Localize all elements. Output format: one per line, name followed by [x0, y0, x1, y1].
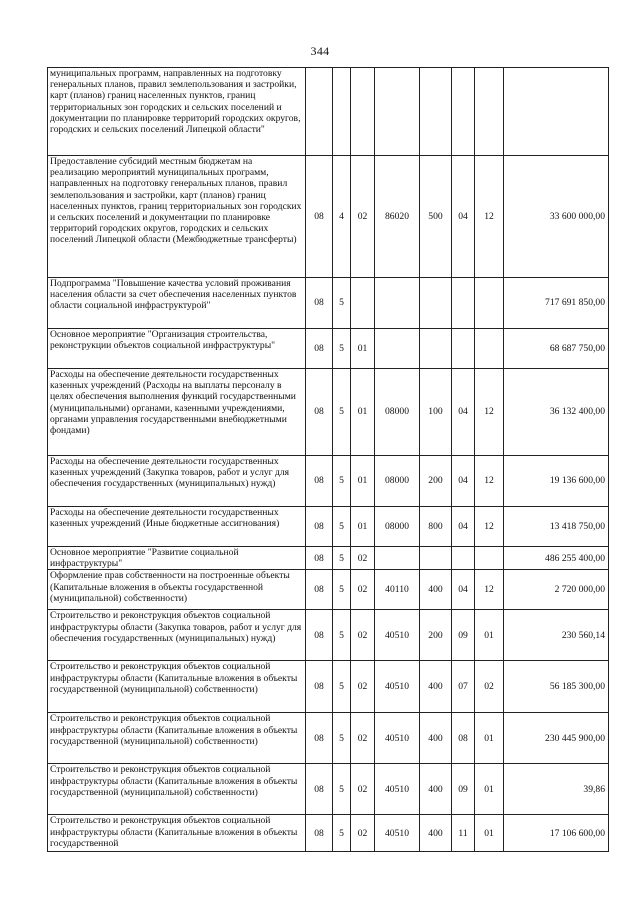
table-row [48, 570, 609, 610]
direction-code-cell: 40510 [375, 713, 420, 764]
item-name-cell: Строительство и реконструкция объектов социальной инфраструктуры области (Капитальные вложения в объекты государственной (муниципальной) собственности) [48, 764, 306, 815]
direction-code-cell: 40510 [375, 815, 420, 852]
table-row [48, 764, 609, 815]
subdivision-cell: 12 [475, 156, 504, 278]
program-code-cell: 5 [333, 278, 351, 329]
program-code-cell: 5 [333, 661, 351, 713]
item-name-cell: Оформление прав собственности на построенные объекты (Капитальные вложения в объекты государственной (муниципальной) собственности) [48, 570, 306, 610]
budget-table-body [48, 68, 609, 852]
page-number: 344 [310, 44, 330, 58]
program-code-cell: 5 [333, 329, 351, 369]
table-row [48, 369, 609, 456]
direction-code-cell: 86020 [375, 156, 420, 278]
subprogram-code-cell: 02 [351, 156, 375, 278]
section-code-cell: 08 [306, 547, 333, 570]
subdivision-cell: 12 [475, 456, 504, 507]
section-code-cell: 08 [306, 278, 333, 329]
item-name-cell: Основное мероприятие "Организация строительства, реконструкции объектов социальной инфраструктуры" [48, 329, 306, 369]
program-code-cell: 4 [333, 156, 351, 278]
amount-cell: 19 136 600,00 [504, 456, 609, 507]
subprogram-code-cell: 01 [351, 369, 375, 456]
expense-type-cell: 800 [420, 507, 452, 547]
amount-cell: 17 106 600,00 [504, 815, 609, 852]
expense-type-cell: 200 [420, 610, 452, 661]
expense-type-cell [420, 329, 452, 369]
table-row [48, 661, 609, 713]
section-code-cell: 08 [306, 661, 333, 713]
item-name-cell: Подпрограмма "Повышение качества условий проживания населения области за счет обеспечения населенных пунктов области социальной инфраструктурой" [48, 278, 306, 329]
direction-code-cell: 40510 [375, 610, 420, 661]
subdivision-cell [475, 68, 504, 156]
amount-cell: 2 720 000,00 [504, 570, 609, 610]
item-name-cell: Строительство и реконструкция объектов социальной инфраструктуры области (Капитальные вложения в объекты государственной [48, 815, 306, 852]
subdivision-cell: 01 [475, 815, 504, 852]
section-code-cell: 08 [306, 815, 333, 852]
subdivision-cell: 01 [475, 610, 504, 661]
section-code-cell: 08 [306, 507, 333, 547]
table-row [48, 507, 609, 547]
item-name-cell: Расходы на обеспечение деятельности государственных казенных учреждений (Иные бюджетные ассигнования) [48, 507, 306, 547]
item-name-cell: Расходы на обеспечение деятельности государственных казенных учреждений (Закупка товаров, работ и услуг для обеспечения государственных (муниципальных) нужд) [48, 456, 306, 507]
amount-cell: 717 691 850,00 [504, 278, 609, 329]
table-row [48, 68, 609, 156]
division-cell: 09 [452, 610, 475, 661]
subprogram-code-cell: 02 [351, 610, 375, 661]
subprogram-code-cell [351, 278, 375, 329]
direction-code-cell: 08000 [375, 507, 420, 547]
program-code-cell: 5 [333, 764, 351, 815]
division-cell: 07 [452, 661, 475, 713]
amount-cell: 13 418 750,00 [504, 507, 609, 547]
item-name-cell: муниципальных программ, направленных на подготовку генеральных планов, правил землепользования и застройки, карт (планов) границ населенных пунктов, границ территориальных зон городских и сельских поселений и документации по планировке территорий городских округов, городских и сельских поселений Липецкой области" [48, 68, 306, 156]
program-code-cell: 5 [333, 369, 351, 456]
section-code-cell: 08 [306, 156, 333, 278]
section-code-cell: 08 [306, 570, 333, 610]
amount-cell: 230 445 900,00 [504, 713, 609, 764]
item-name-cell: Предоставление субсидий местным бюджетам на реализацию мероприятий муниципальных программ, направленных на подготовку генеральных планов, правил землепользования и застройки, карт (планов) границ населенных пунктов, границ территориальных зон городских и сельских поселений и документации по планировке территорий городских округов, городских и сельских поселений Липецкой области (Межбюджетные трансферты) [48, 156, 306, 278]
program-code-cell: 5 [333, 815, 351, 852]
table-row [48, 547, 609, 570]
division-cell [452, 68, 475, 156]
program-code-cell: 5 [333, 507, 351, 547]
subdivision-cell: 12 [475, 570, 504, 610]
subdivision-cell: 12 [475, 369, 504, 456]
division-cell [452, 278, 475, 329]
program-code-cell: 5 [333, 713, 351, 764]
division-cell: 04 [452, 156, 475, 278]
expense-type-cell [420, 278, 452, 329]
division-cell: 09 [452, 764, 475, 815]
direction-code-cell: 40110 [375, 570, 420, 610]
subprogram-code-cell: 02 [351, 570, 375, 610]
direction-code-cell [375, 68, 420, 156]
direction-code-cell [375, 329, 420, 369]
expense-type-cell: 400 [420, 661, 452, 713]
table-row [48, 610, 609, 661]
table-row [48, 278, 609, 329]
item-name-cell: Расходы на обеспечение деятельности государственных казенных учреждений (Расходы на выплаты персоналу в целях обеспечения выполнения функций государственными (муниципальными) органами, казенными учреждениями, органами управления государственными внебюджетными фондами) [48, 369, 306, 456]
expense-type-cell: 400 [420, 764, 452, 815]
subprogram-code-cell: 02 [351, 547, 375, 570]
subprogram-code-cell: 02 [351, 815, 375, 852]
direction-code-cell: 40510 [375, 764, 420, 815]
expense-type-cell [420, 547, 452, 570]
amount-cell: 39,86 [504, 764, 609, 815]
expense-type-cell: 100 [420, 369, 452, 456]
item-name-cell: Строительство и реконструкция объектов социальной инфраструктуры области (Капитальные вложения в объекты государственной (муниципальной) собственности) [48, 661, 306, 713]
expense-type-cell: 500 [420, 156, 452, 278]
table-row [48, 156, 609, 278]
table-row [48, 713, 609, 764]
subdivision-cell: 01 [475, 713, 504, 764]
amount-cell: 56 185 300,00 [504, 661, 609, 713]
program-code-cell: 5 [333, 547, 351, 570]
subprogram-code-cell: 01 [351, 456, 375, 507]
subprogram-code-cell: 01 [351, 507, 375, 547]
subprogram-code-cell [351, 68, 375, 156]
division-cell: 11 [452, 815, 475, 852]
expense-type-cell: 200 [420, 456, 452, 507]
item-name-cell: Строительство и реконструкция объектов социальной инфраструктуры области (Капитальные вложения в объекты государственной (муниципальной) собственности) [48, 713, 306, 764]
table-row [48, 456, 609, 507]
division-cell [452, 547, 475, 570]
subdivision-cell [475, 329, 504, 369]
direction-code-cell: 40510 [375, 661, 420, 713]
division-cell: 04 [452, 369, 475, 456]
section-code-cell: 08 [306, 764, 333, 815]
amount-cell: 36 132 400,00 [504, 369, 609, 456]
division-cell: 08 [452, 713, 475, 764]
budget-table [47, 67, 609, 852]
item-name-cell: Строительство и реконструкция объектов социальной инфраструктуры области (Закупка товаров, работ и услуг для обеспечения государственных (муниципальных) нужд) [48, 610, 306, 661]
table-row [48, 329, 609, 369]
program-code-cell: 5 [333, 610, 351, 661]
section-code-cell [306, 68, 333, 156]
subprogram-code-cell: 02 [351, 661, 375, 713]
amount-cell: 68 687 750,00 [504, 329, 609, 369]
expense-type-cell: 400 [420, 815, 452, 852]
direction-code-cell [375, 547, 420, 570]
subdivision-cell [475, 547, 504, 570]
section-code-cell: 08 [306, 456, 333, 507]
section-code-cell: 08 [306, 610, 333, 661]
expense-type-cell: 400 [420, 570, 452, 610]
division-cell: 04 [452, 456, 475, 507]
subdivision-cell [475, 278, 504, 329]
division-cell [452, 329, 475, 369]
amount-cell: 230 560,14 [504, 610, 609, 661]
amount-cell: 486 255 400,00 [504, 547, 609, 570]
subdivision-cell: 01 [475, 764, 504, 815]
division-cell: 04 [452, 507, 475, 547]
item-name-cell: Основное мероприятие "Развитие социальной инфраструктуры" [48, 547, 306, 570]
subprogram-code-cell: 02 [351, 713, 375, 764]
division-cell: 04 [452, 570, 475, 610]
subprogram-code-cell: 01 [351, 329, 375, 369]
section-code-cell: 08 [306, 369, 333, 456]
direction-code-cell: 08000 [375, 456, 420, 507]
direction-code-cell: 08000 [375, 369, 420, 456]
subprogram-code-cell: 02 [351, 764, 375, 815]
direction-code-cell [375, 278, 420, 329]
subdivision-cell: 02 [475, 661, 504, 713]
expense-type-cell [420, 68, 452, 156]
subdivision-cell: 12 [475, 507, 504, 547]
program-code-cell: 5 [333, 456, 351, 507]
program-code-cell: 5 [333, 570, 351, 610]
table-row [48, 815, 609, 852]
amount-cell [504, 68, 609, 156]
section-code-cell: 08 [306, 713, 333, 764]
program-code-cell [333, 68, 351, 156]
expense-type-cell: 400 [420, 713, 452, 764]
amount-cell: 33 600 000,00 [504, 156, 609, 278]
section-code-cell: 08 [306, 329, 333, 369]
